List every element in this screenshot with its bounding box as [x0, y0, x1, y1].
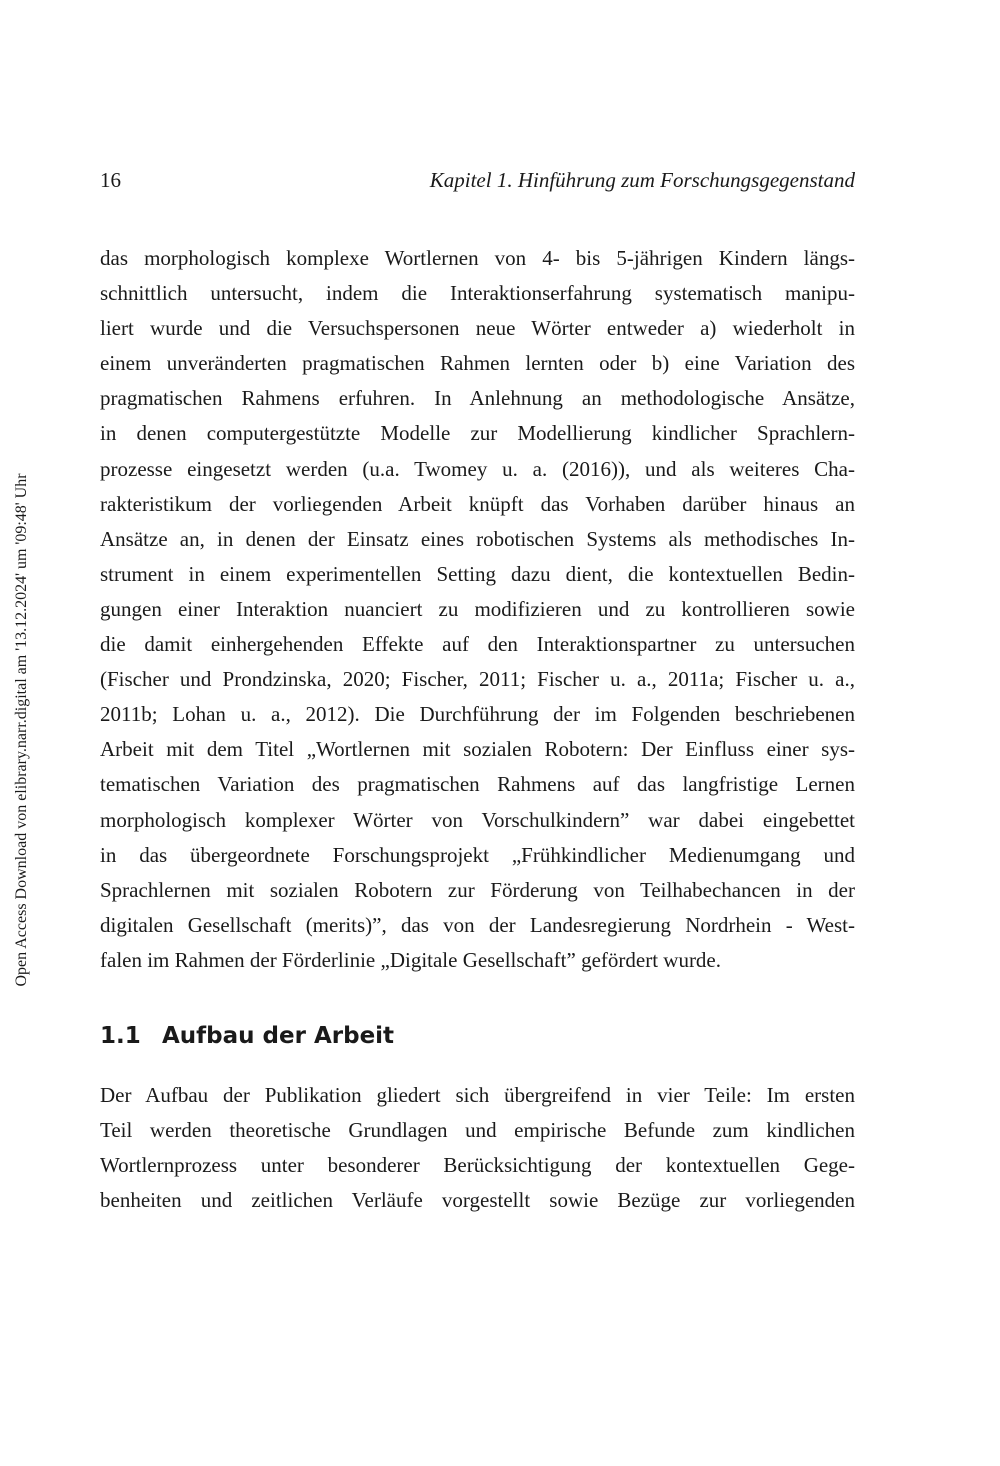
running-header — [100, 168, 855, 198]
text-line: die damit einhergehenden Effekte auf den Interaktionspartner zu untersuchen — [100, 632, 855, 657]
page-number: 16 — [100, 168, 121, 192]
text-line: Wortlernprozess unter besonderer Berücksichtigung der kontextuellen Gege- — [100, 1153, 855, 1178]
text-line: rakteristikum der vorliegenden Arbeit knüpft das Vorhaben darüber hinaus an — [100, 491, 855, 516]
section-number: 1.1 — [100, 1023, 141, 1049]
text-line: digitalen Gesellschaft (merits)”, das von der Landesregierung Nordrhein - West- — [100, 912, 855, 937]
text-line: liert wurde und die Versuchspersonen neue Wörter entweder a) wiederholt in — [100, 316, 855, 341]
section-heading — [100, 1018, 394, 1054]
running-title: Kapitel 1. Hinführung zum Forschungsgegenstand — [429, 168, 855, 192]
text-line: pragmatischen Rahmens erfuhren. In Anlehnung an methodologische Ansätze, — [100, 386, 855, 411]
text-line: prozesse eingesetzt werden (u.a. Twomey u. a. (2016)), und als weiteres Cha- — [100, 456, 855, 481]
body-paragraph-1 — [100, 241, 855, 978]
text-line: einem unveränderten pragmatischen Rahmen lernten oder b) eine Variation des — [100, 351, 855, 376]
download-watermark: Open Access Download von elibrary.narr.digital am '13.12.2024' um '09:48' Uhr — [13, 473, 30, 987]
section-title: Aufbau der Arbeit — [162, 1023, 395, 1049]
text-line: in denen computergestützte Modelle zur Modellierung kindlicher Sprachlern- — [100, 421, 855, 446]
text-line: benheiten und zeitlichen Verläufe vorgestellt sowie Bezüge zur vorliegenden — [100, 1188, 855, 1213]
text-line: morphologisch komplexer Wörter von Vorschulkindern” war dabei eingebettet — [100, 807, 855, 832]
text-line: in das übergeordnete Forschungsprojekt „Frühkindlicher Medienumgang und — [100, 842, 855, 867]
text-line: strument in einem experimentellen Setting dazu dient, die kontextuellen Bedin- — [100, 561, 855, 586]
text-line: Der Aufbau der Publikation gliedert sich übergreifend in vier Teile: Im ersten — [100, 1083, 855, 1107]
text-line: 2011b; Lohan u. a., 2012). Die Durchführung der im Folgenden beschriebenen — [100, 702, 855, 727]
text-line: (Fischer und Prondzinska, 2020; Fischer, 2011; Fischer u. a., 2011a; Fischer u. a., — [100, 667, 855, 692]
text-line: Arbeit mit dem Titel „Wortlernen mit sozialen Robotern: Der Einfluss einer sys- — [100, 737, 855, 762]
text-line: tematischen Variation des pragmatischen Rahmens auf das langfristige Lernen — [100, 772, 855, 797]
text-line: Sprachlernen mit sozialen Robotern zur Förderung von Teilhabechancen in der — [100, 877, 855, 902]
text-line: Ansätze an, in denen der Einsatz eines robotischen Systems als methodisches In- — [100, 526, 855, 551]
body-paragraph-2 — [100, 1078, 855, 1218]
text-line: gungen einer Interaktion nuanciert zu modifizieren und zu kontrollieren sowie — [100, 596, 855, 621]
text-line: das morphologisch komplexe Wortlernen von 4- bis 5-jährigen Kindern längs- — [100, 246, 855, 270]
text-line: schnittlich untersucht, indem die Interaktionserfahrung systematisch manipu- — [100, 281, 855, 306]
text-line: Teil werden theoretische Grundlagen und empirische Befunde zum kindlichen — [100, 1118, 855, 1143]
text-line: falen im Rahmen der Förderlinie „Digitale Gesellschaft” gefördert wurde. — [100, 947, 722, 972]
